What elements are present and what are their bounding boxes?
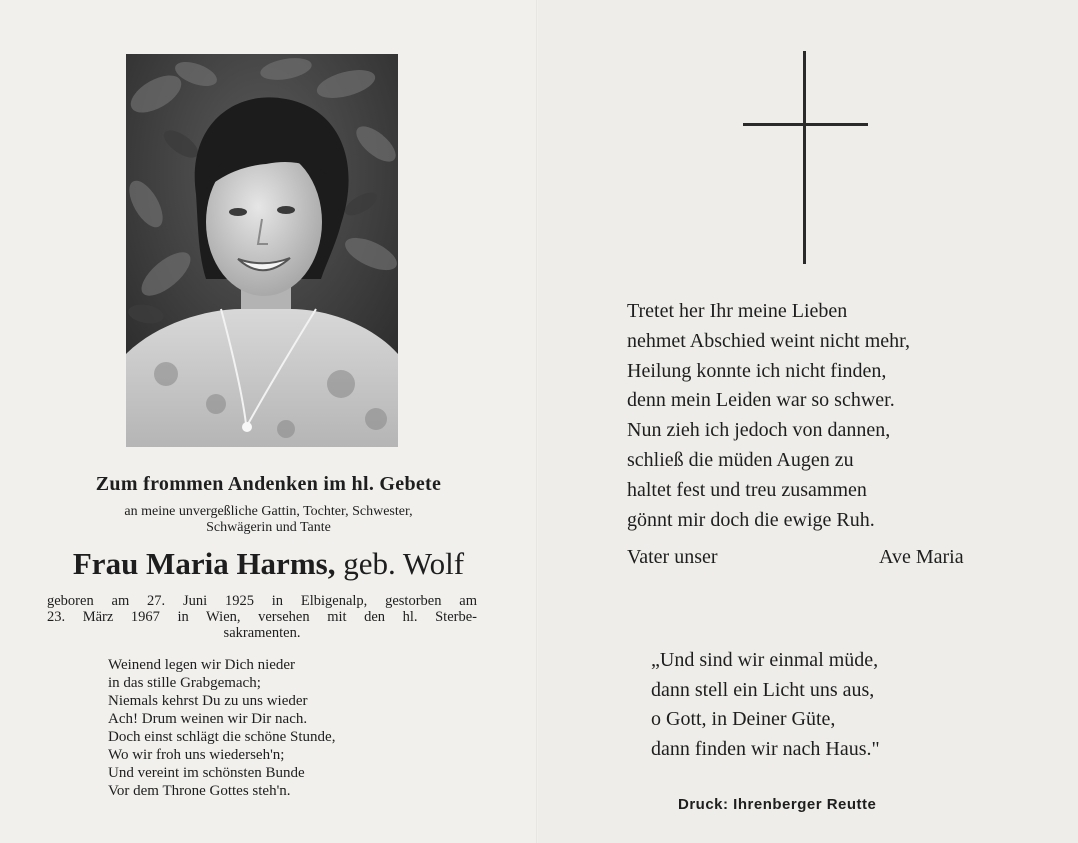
deceased-name	[0, 545, 537, 583]
life-data-line: sakramenten.	[223, 625, 301, 641]
poem-line: Tretet her Ihr meine Lieben	[627, 300, 848, 322]
quote-line: o Gott, in Deiner Güte,	[651, 708, 836, 730]
right-poem	[627, 297, 910, 535]
card-fold	[536, 0, 538, 843]
prayer-ave-maria: Ave Maria	[879, 546, 964, 568]
poem-line: gönnt mir doch die ewige Ruh.	[627, 508, 875, 531]
deceased-given-name: Frau Maria Harms,	[72, 546, 336, 581]
quote-line: dann stell ein Licht uns aus,	[651, 678, 875, 701]
poem-line: Doch einst schlägt die schöne Stunde,	[108, 729, 336, 745]
closing-quote	[651, 646, 880, 764]
poem-line: Wo wir froh uns wiederseh'n;	[108, 747, 285, 763]
poem-line: Vor dem Throne Gottes steh'n.	[108, 783, 291, 799]
poem-line: denn mein Leiden war so schwer.	[627, 389, 895, 412]
poem-line: Weinend legen wir Dich nieder	[108, 657, 296, 673]
life-data-line: 23. März 1967 in Wien, versehen mit den hl. Sterbe-	[47, 609, 477, 625]
poem-line: in das stille Grabgemach;	[108, 675, 261, 691]
poem-line: haltet fest und treu zusammen	[627, 478, 867, 501]
poem-line: schließ die müden Augen zu	[627, 448, 854, 471]
poem-line: Niemals kehrst Du zu uns wieder	[108, 693, 308, 709]
cross-icon-bar	[743, 123, 868, 126]
life-data-line: geboren am 27. Juni 1925 in Elbigenalp, gestorben am	[47, 593, 477, 609]
left-poem	[108, 656, 335, 800]
printer-credit: Druck: Ihrenberger Reutte	[678, 796, 877, 813]
relations-line: Schwägerin und Tante	[206, 520, 331, 535]
poem-line: Heilung konnte ich nicht finden,	[627, 359, 887, 382]
relations-text	[0, 504, 537, 536]
prayer-vater-unser: Vater unser	[627, 546, 718, 568]
memorial-heading: Zum frommen Andenken im hl. Gebete	[95, 473, 442, 495]
deceased-birth-name: geb. Wolf	[343, 546, 465, 581]
relations-line: an meine unvergeßliche Gattin, Tochter, Schwester,	[124, 504, 413, 519]
life-data	[47, 593, 477, 641]
poem-line: Ach! Drum weinen wir Dir nach.	[108, 711, 308, 727]
poem-line: nehmet Abschied weint nicht mehr,	[627, 329, 911, 352]
quote-line: „Und sind wir einmal müde,	[651, 649, 879, 671]
poem-line: Und vereint im schönsten Bunde	[108, 765, 305, 781]
poem-line: Nun zieh ich jedoch von dannen,	[627, 419, 891, 442]
portrait-photo	[126, 54, 398, 447]
quote-line: dann finden wir nach Haus."	[651, 737, 880, 760]
cross-icon	[803, 51, 806, 264]
